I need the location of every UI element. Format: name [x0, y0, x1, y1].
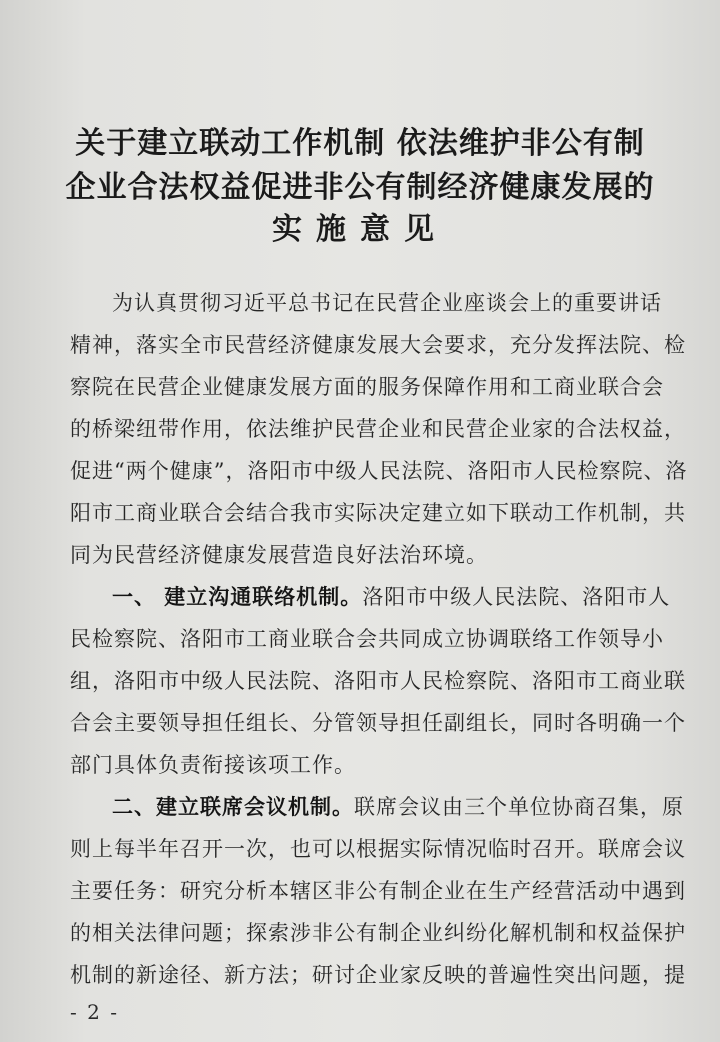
intro-line-3: 察院在民营企业健康发展方面的服务保障作用和工商业联合会 — [70, 375, 664, 399]
intro-line-7: 同为民营经济健康发展营造良好法治环境。 — [70, 543, 488, 567]
section1-heading: 一、 建立沟通联络机制。 — [112, 584, 363, 609]
section2-line-5: 机制的新途径、新方法；研讨企业家反映的普遍性突出问题，提 — [70, 963, 686, 987]
section2-line-3: 主要任务：研究分析本辖区非公有制企业在生产经营活动中遇到 — [70, 879, 686, 903]
intro-line-4: 的桥梁纽带作用，依法维护民营企业和民营企业家的合法权益， — [70, 417, 686, 441]
section1-line-1 — [112, 581, 671, 611]
intro-line-1: 为认真贯彻习近平总书记在民营企业座谈会上的重要讲话 — [112, 291, 662, 315]
section1-line-5: 部门具体负责衔接该项工作。 — [70, 753, 356, 777]
intro-line-5: 促进“两个健康”，洛阳市中级人民法院、洛阳市人民检察院、洛 — [70, 459, 688, 483]
section2-line-1 — [112, 791, 684, 821]
document-title-line-2: 企业合法权益促进非公有制经济健康发展的 — [65, 170, 655, 205]
section1-line-1-text: 洛阳市中级人民法院、洛阳市人 — [362, 585, 671, 609]
section1-line-3: 组，洛阳市中级人民法院、洛阳市人民检察院、洛阳市工商业联 — [70, 669, 686, 693]
section2-line-4: 的相关法律问题；探索涉非公有制企业纠纷化解机制和权益保护 — [70, 921, 686, 945]
section1-line-4: 合会主要领导担任组长、分管领导担任副组长，同时各明确一个 — [70, 711, 686, 735]
document-title-line-3: 实施意见 — [272, 212, 448, 247]
section2-line-1-text: 联席会议由三个单位协商召集，原 — [354, 795, 684, 819]
section2-line-2: 则上每半年召开一次，也可以根据实际情况临时召开。联席会议 — [70, 837, 686, 861]
document-title-line-1: 关于建立联动工作机制 依法维护非公有制 — [75, 126, 645, 161]
page-number: - 2 - — [70, 1000, 119, 1024]
intro-line-6: 阳市工商业联合会结合我市实际决定建立如下联动工作机制，共 — [70, 501, 686, 525]
section2-heading: 二、建立联席会议机制。 — [112, 794, 354, 819]
intro-line-2: 精神，落实全市民营经济健康发展大会要求，充分发挥法院、检 — [70, 333, 686, 357]
section1-line-2: 民检察院、洛阳市工商业联合会共同成立协调联络工作领导小 — [70, 627, 664, 651]
